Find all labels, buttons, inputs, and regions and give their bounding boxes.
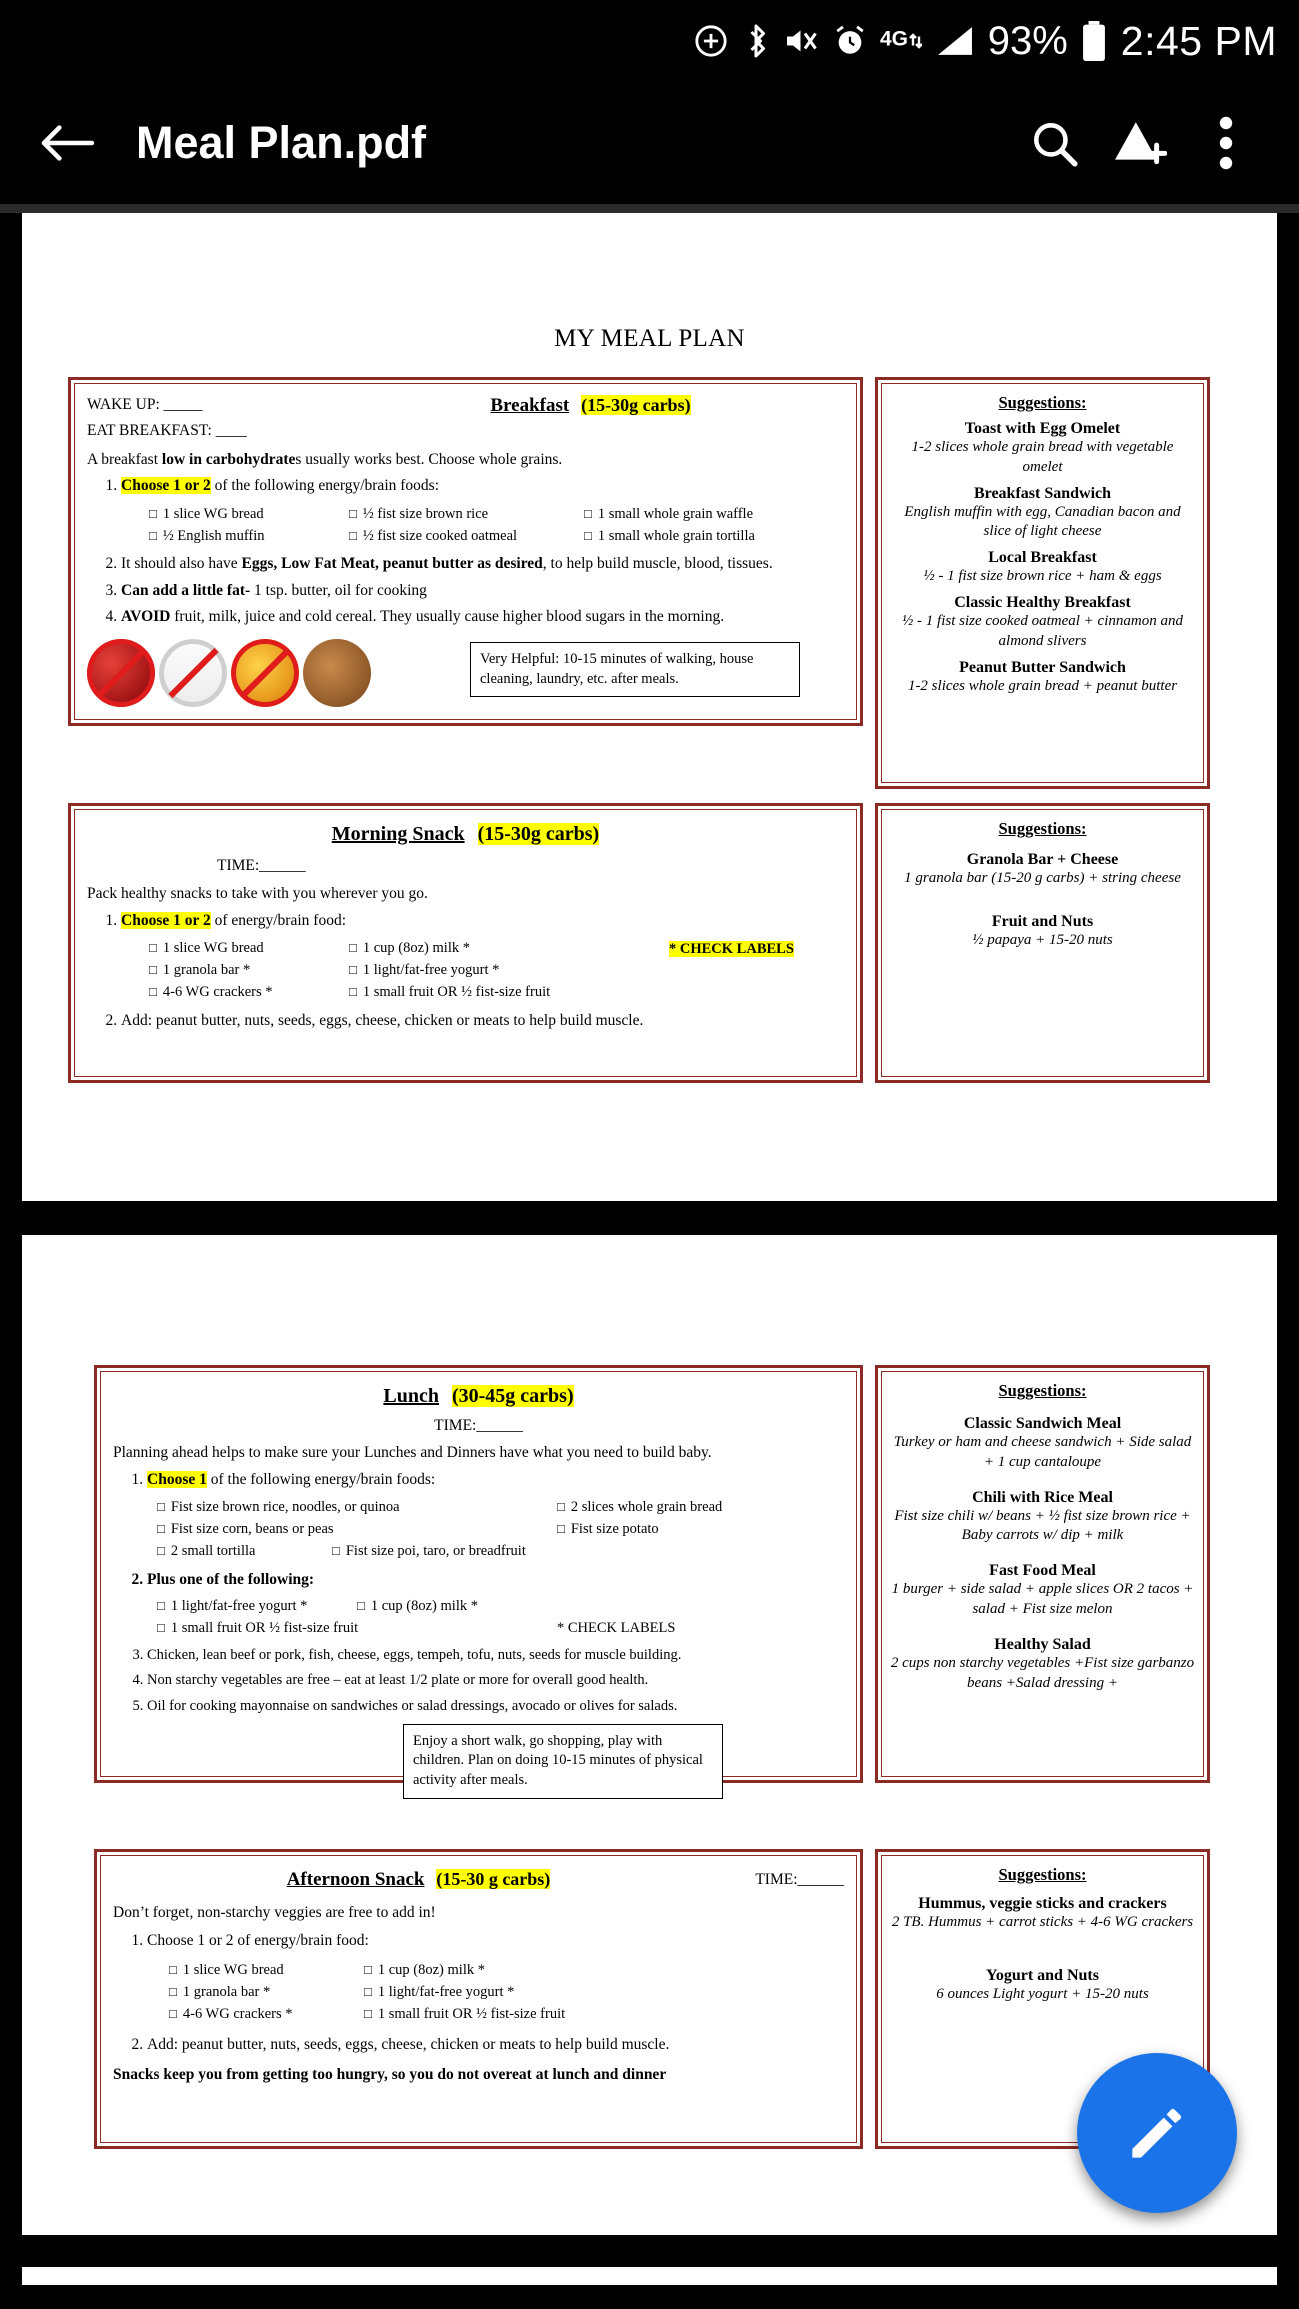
breakfast-choose-hl: Choose 1 or 2 [121,477,211,495]
breakfast-option: □ 1 small whole grain tortilla [584,526,844,548]
suggestion-desc: 1-2 slices whole grain bread with vegetable omelet [911,439,1174,475]
cast-icon [694,24,728,58]
milk-glass-icon [159,639,227,707]
morning-snack-time: TIME:______ [217,857,306,874]
bottom-strip [0,2285,1299,2309]
app-bar [0,82,1299,204]
lunch-plus-option: □ 1 cup (8oz) milk * [357,1596,557,1618]
pdf-page-1 [22,213,1277,1201]
page-title: MY MEAL PLAN [554,325,745,352]
breakfast-choose-rest: of the following energy/brain foods: [210,477,439,495]
morning-snack-option: □ 1 light/fat-free yogurt * [349,960,669,982]
lunch-choose-rest: of the following energy/brain foods: [206,1470,436,1488]
lunch-option: □ 2 slices whole grain bread [557,1497,844,1519]
afternoon-snack-step-2: 2. Add: peanut butter, nuts, seeds, eggs, cheese, chicken or meats to help build muscle. [147,2034,844,2056]
lunch-step-3: 3. Chicken, lean beef or pork, fish, cheese, eggs, tempeh, tofu, nuts, seeds for muscle building. [147,1645,844,1667]
suggestion-name: Healthy Salad [994,1635,1091,1653]
lunch-callout: Enjoy a short walk, go shopping, play with children. Plan on doing 10-15 minutes of physical activity after meals. [403,1724,723,1799]
suggestion-name: Fruit and Nuts [991,912,1094,930]
morning-snack-option: □ 1 granola bar * [149,960,349,982]
more-options-icon[interactable] [1183,115,1269,171]
afternoon-snack-option: □ 1 light/fat-free yogurt * [364,1982,844,2004]
clock-label: 2:45 PM [1120,17,1277,64]
afternoon-snack-carbs: (15-30 g carbs) [436,1869,551,1889]
suggestion-desc: 1-2 slices whole grain bread + peanut butter [907,677,1178,694]
lunch-plus-option: □ 1 light/fat-free yogurt * [157,1596,357,1618]
network-4g-icon [880,24,922,58]
juice-icon [231,639,299,707]
breakfast-intro-bold: low in carbohydrate [161,450,296,468]
breakfast-step4-bold: AVOID [121,608,171,626]
lunch-intro: Planning ahead helps to make sure your Lunches and Dinners have what you need to build baby. [113,1444,712,1462]
suggestion-name: Yogurt and Nuts [986,1966,1099,1984]
breakfast-step-4 [121,606,844,628]
lunch-step-5: 5. Oil for cooking mayonnaise on sandwiches or salad dressings, avocado or olives for salads. [147,1696,844,1718]
morning-snack-option: □ 1 small fruit OR ½ fist-size fruit [349,982,669,1004]
morning-snack-option: □ 1 cup (8oz) milk * [349,938,669,960]
breakfast-option: □ ½ fist size cooked oatmeal [349,526,584,548]
morning-snack-suggestions-box [875,803,1210,1083]
breakfast-option: □ 1 small whole grain waffle [584,504,844,526]
avoid-foods-icons [87,639,371,707]
cereal-bowl-icon [303,639,371,707]
afternoon-snack-footer: Snacks keep you from getting too hungry, so you do not overeat at lunch and dinner [113,2066,667,2084]
document-title: Meal Plan.pdf [136,117,427,168]
afternoon-snack-option: □ 4-6 WG crackers * [169,2004,364,2026]
lunch-time: TIME:______ [434,1417,523,1434]
breakfast-option: □ ½ English muffin [149,526,349,548]
suggestions-title: Suggestions: [998,819,1087,838]
pdf-viewer[interactable] [0,204,1299,2309]
wake-up-label: WAKE UP: _____ [87,396,203,413]
lunch-option: □ Fist size poi, taro, or breadfruit [332,1541,844,1563]
suggestion-desc: ½ papaya + 15-20 nuts [972,931,1113,948]
suggestion-desc: 2 TB. Hummus + carrot sticks + 4-6 WG crackers [891,1914,1194,1930]
suggestion-desc: Fist size chili w/ beans + ½ fist size brown rice + Baby carrots w/ dip + milk [894,1507,1191,1544]
breakfast-step3-rest: 1 tsp. butter, oil for cooking [250,581,427,599]
battery-percent-label: 93% [987,18,1068,63]
breakfast-step2-post: , to help build muscle, blood, tissues. [542,555,773,573]
lunch-heading: Lunch [383,1385,439,1407]
suggestion-name: Breakfast Sandwich [973,484,1112,502]
suggestion-name: Granola Bar + Cheese [966,851,1119,868]
search-icon[interactable] [1011,118,1097,168]
viewer-divider [0,204,1299,213]
afternoon-snack-option: □ 1 granola bar * [169,1982,364,2004]
suggestion-name: Fast Food Meal [989,1562,1096,1580]
morning-snack-choose-rest: of energy/brain food: [210,911,347,929]
eat-breakfast-label: EAT BREAKFAST: ____ [87,422,247,440]
suggestion-name: Local Breakfast [988,549,1097,567]
lunch-step-2 [147,1569,844,1640]
afternoon-snack-option: □ 1 cup (8oz) milk * [364,1960,844,1982]
berries-icon [87,639,155,707]
morning-snack-carbs: (15-30g carbs) [477,823,600,845]
page-3-sliver [22,2267,1277,2285]
morning-snack-intro: Pack healthy snacks to take with you wherever you go. [87,885,428,903]
breakfast-step-2 [121,553,844,575]
signal-bars-icon [935,24,975,58]
breakfast-step2-pre: It should also have [121,555,242,573]
check-labels-note: * CHECK LABELS [669,941,794,958]
bluetooth-icon [741,23,771,59]
lunch-option: □ 2 small tortilla [157,1541,332,1563]
suggestions-title: Suggestions: [998,393,1087,412]
svg-text:4G: 4G [879,27,908,51]
suggestions-title: Suggestions: [998,1865,1087,1884]
breakfast-step3-bold: Can add a little fat- [121,581,251,599]
lunch-option: □ Fist size potato [557,1519,844,1541]
suggestion-desc: 1 burger + side salad + apple slices OR 2 tacos + salad + Fist size melon [891,1581,1194,1617]
suggestion-name: Classic Sandwich Meal [963,1415,1122,1432]
morning-snack-option: □ 4-6 WG crackers * [149,982,349,1004]
afternoon-snack-section [94,1849,863,2149]
breakfast-callout: Very Helpful: 10-15 minutes of walking, house cleaning, laundry, etc. after meals. [470,642,800,697]
lunch-step-1 [147,1469,844,1563]
suggestion-name: Chili with Rice Meal [972,1488,1113,1506]
afternoon-snack-heading: Afternoon Snack [286,1869,425,1890]
breakfast-step4-rest: fruit, milk, juice and cold cereal. They usually cause higher blood sugars in the morning. [170,608,725,626]
breakfast-intro: A breakfast low in carbohydrates usually works best. Choose whole grains. [87,450,563,468]
lunch-suggestions-box [875,1365,1210,1783]
morning-snack-heading-row [87,820,844,849]
lunch-plus-option: □ 1 small fruit OR ½ fist-size fruit [157,1618,557,1640]
suggestion-name: Hummus, veggie sticks and crackers [918,1895,1167,1912]
status-bar [0,0,1299,82]
suggestion-desc: 1 granola bar (15-20 g carbs) + string cheese [904,870,1181,886]
breakfast-heading: Breakfast [490,395,570,416]
lunch-step-4: 4. Non starchy vegetables are free – eat at least 1/2 plate or more for overall good health. [147,1670,844,1692]
edit-icon [1120,2096,1194,2170]
lunch-section [94,1365,863,1788]
suggestions-title: Suggestions: [998,1381,1087,1400]
suggestion-desc: ½ - 1 fist size cooked oatmeal + cinnamon and almond slivers [902,612,1183,649]
morning-snack-step-2: 2. Add: peanut butter, nuts, seeds, eggs, cheese, chicken or meats to help build muscle. [121,1010,844,1032]
morning-snack-choose-hl: Choose 1 or 2 [121,911,211,929]
breakfast-carbs: (15-30g carbs) [581,395,691,415]
afternoon-snack-step-1 [147,1930,844,2026]
morning-snack-step-1 [121,910,844,1004]
afternoon-snack-option: □ 1 slice WG bread [169,1960,364,1982]
lunch-check-labels: * CHECK LABELS [557,1619,676,1636]
lunch-option: □ Fist size corn, beans or peas [157,1519,557,1541]
breakfast-option: □ ½ fist size brown rice [349,504,584,526]
morning-snack-heading: Morning Snack [331,823,465,845]
edit-fab-button[interactable] [1077,2053,1237,2213]
volume-mute-icon [784,25,820,57]
suggestion-desc: English muffin with egg, Canadian bacon and slice of light cheese [904,503,1181,540]
breakfast-step2-bold: Eggs, Low Fat Meat, peanut butter as desired [241,555,543,573]
lunch-carbs: (30-45g carbs) [451,1385,574,1407]
suggestion-desc: ½ - 1 fist size brown rice + ham & eggs [923,568,1162,585]
breakfast-step-3 [121,580,844,602]
afternoon-snack-time: TIME:______ [755,1870,844,1888]
breakfast-section [68,377,863,726]
status-icons [694,19,1107,64]
add-to-drive-icon[interactable] [1097,118,1183,168]
afternoon-snack-option: □ 1 small fruit OR ½ fist-size fruit [364,2004,844,2026]
morning-snack-section [68,803,863,1083]
breakfast-step-1 [121,475,844,547]
morning-snack-option: □ 1 slice WG bread [149,938,349,960]
afternoon-snack-choose: Choose 1 or 2 of energy/brain food: [147,1932,369,1950]
breakfast-suggestions-box [875,377,1210,789]
pdf-page-2 [22,1235,1277,2235]
suggestion-desc: Turkey or ham and cheese sandwich + Side salad + 1 cup cantaloupe [893,1434,1192,1470]
suggestion-name: Toast with Egg Omelet [964,420,1121,437]
suggestion-desc: 6 ounces Light yogurt + 15-20 nuts [936,1985,1149,2002]
back-arrow-icon[interactable] [30,120,104,166]
suggestion-desc: 2 cups non starchy vegetables +Fist size garbanzo beans +Salad dressing + [890,1654,1195,1691]
lunch-heading-row [113,1382,844,1411]
suggestion-name: Peanut Butter Sandwich [959,658,1126,676]
breakfast-option: □ 1 slice WG bread [149,504,349,526]
lunch-choose-hl: Choose 1 [147,1470,207,1488]
lunch-plus-bold: Plus one of the following: [147,1570,315,1588]
afternoon-snack-intro: Don’t forget, non-starchy veggies are free to add in! [113,1903,436,1921]
alarm-icon [833,24,867,58]
suggestion-name: Classic Healthy Breakfast [954,593,1131,611]
battery-icon [1081,21,1107,61]
page-gap [0,1201,1299,1235]
lunch-option: □ Fist size brown rice, noodles, or quinoa [157,1497,557,1519]
